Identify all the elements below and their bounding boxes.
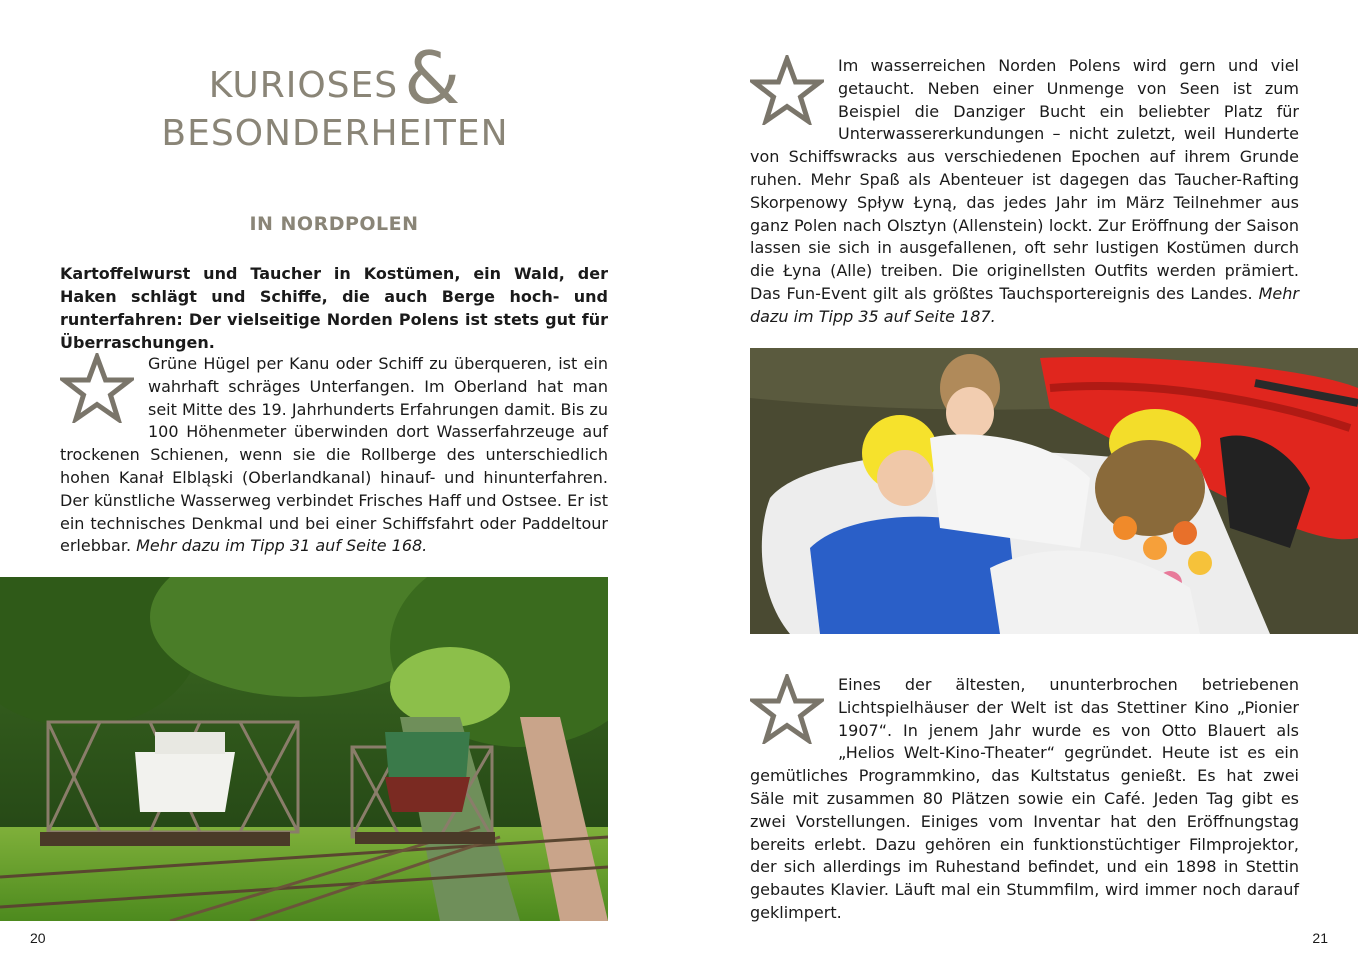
photo-costumed-divers [750, 348, 1358, 634]
paragraph-diving-reference: Mehr dazu im Tipp 35 auf Seite 187. [750, 283, 1299, 326]
paragraph-canal-reference: Mehr dazu im Tipp 31 auf Seite 168. [136, 536, 428, 556]
title-line1: KURIOSES [208, 65, 399, 106]
photo-boat-lift [0, 577, 608, 921]
intro-paragraph: Kartoffelwurst und Taucher in Kostümen, ein Wald, der Haken schlägt und Schiffe, die auch Berge hoch- und runterfahren: Der vielseitige Norden Polens ist stets gut für Überraschungen. [60, 264, 608, 352]
star-outline-icon [60, 353, 138, 423]
paragraph-diving [750, 55, 1299, 329]
title-ampersand: & [404, 36, 462, 120]
paragraph-diving-text: Im wasserreichen Norden Polens wird gern und viel getaucht. Neben einer Unmenge von Seen ist zum Beispiel die Danziger Bucht ein beliebter Platz für Unterwassererkundungen – nicht zuletzt, weil Hunderte von Schiffswracks aus verschiedenen Epochen auf ihrem Grunde ruhen. Mehr Spaß als Abenteuer ist dagegen das Taucher-Rafting Skorpenowy Spływ Łyną, das jedes Jahr im März Teilnehmer aus ganz Polen nach Olsztyn (Allenstein) lockt. Zur Eröffnung der Saison lassen sie sich in ausgefallenen, oft sehr lustigen Kostümen durch die Łyna (Alle) treiben. Die originellsten Outfits werden prämiert. Das Fun-Event gilt als größtes Tauchsportereignis des Landes. [750, 56, 1299, 303]
page-number: 21 [1312, 930, 1328, 946]
star-outline-icon [750, 674, 828, 744]
paragraph-canal [60, 353, 608, 558]
star-outline-icon [750, 55, 828, 125]
paragraph-cinema-text: Eines der ältesten, ununterbrochen betriebenen Lichtspielhäuser der Welt ist das Stettiner Kino „Pionier 1907“. In jenem Jahr wurde es von Otto Blauert als „Helios Welt-Kino-Theater“ gegründet. Heute ist es ein gemütliches Programmkino, das Kultstatus genießt. Es hat zwei Säle mit zusammen 80 Plätzen sowie ein Café. Jeden Tag gibt es zwei Vorstellungen. Einiges vom Inventar hat den Eröffnungstag bereits erlebt. Dazu gehören ein funktionstüchtiger Filmprojektor, der sich allerdings im Ruhestand befindet, und ein 1898 in Stettin gebautes Klavier. Läuft mal ein Stummfilm, wird immer noch darauf geklimpert. [750, 675, 1299, 922]
title-line2: BESONDERHEITEN [161, 113, 509, 154]
page-subtitle: IN NORDPOLEN [249, 213, 419, 235]
paragraph-cinema [750, 674, 1299, 925]
paragraph-canal-text: Grüne Hügel per Kanu oder Schiff zu überqueren, ist ein wahrhaft schräges Unterfangen. Im Oberland hat man seit Mitte des 19. Jahrhunderts Erfahrungen damit. Bis zu 100 Höhenmeter überwinden dort Wasserfahrzeuge auf trockenen Schienen, wenn sie die Rollberge des unterschiedlich hohen Kanał Elbląski (Oberlandkanal) hinauf- und hinunterfahren. Der künstliche Wasserweg verbindet Frisches Haff und Ostsee. Er ist ein technisches Denkmal und bei einer Schiffsfahrt oder Paddeltour erlebbar. [60, 354, 608, 556]
page-number: 20 [30, 930, 46, 946]
right-page [679, 0, 1358, 974]
page-title [150, 36, 520, 154]
